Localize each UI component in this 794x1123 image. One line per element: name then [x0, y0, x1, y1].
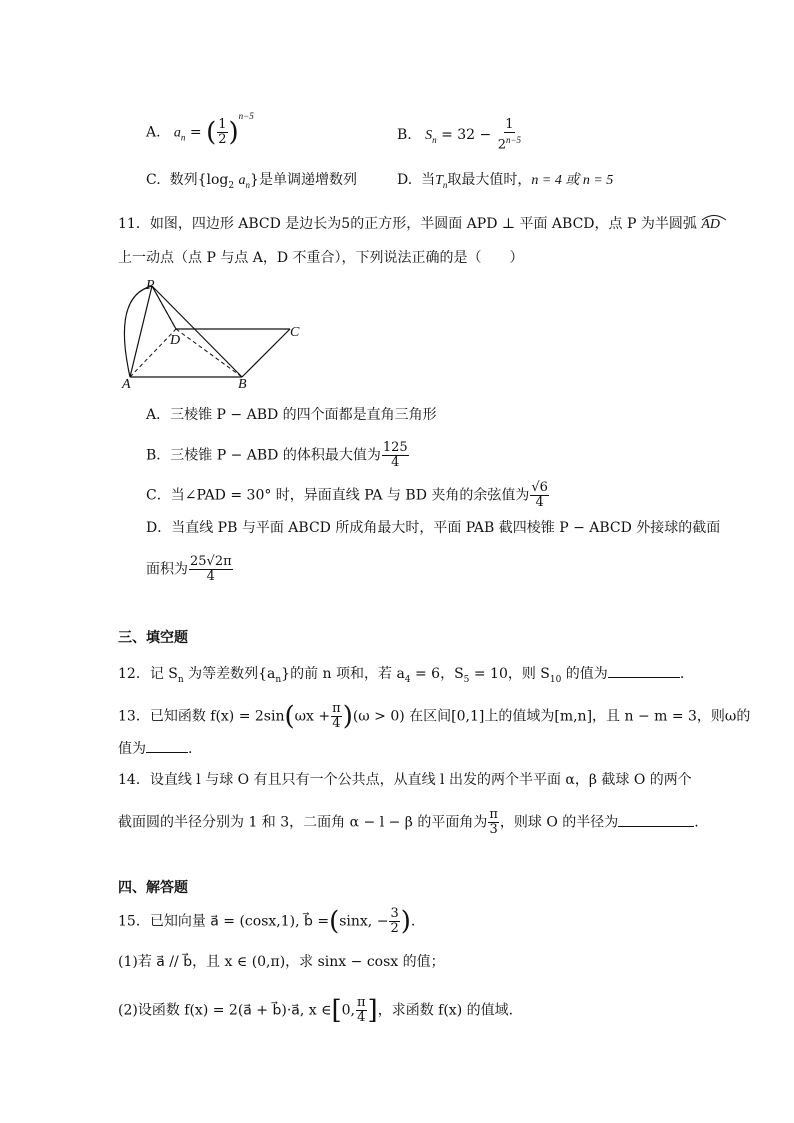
semicircle-arc	[124, 286, 152, 377]
q10-option-c: C. 数列{$\log_2$ $a_n$}是单调递增数列	[146, 172, 357, 191]
q11-option-d-line2: 面积为 $\frac{25√2\pi}{4}$	[146, 554, 232, 584]
q11-option-b: B．三棱锥 P − ABD 的体积最大值为 $\frac{125}{4}$	[146, 440, 408, 470]
arc-symbol	[700, 213, 728, 221]
answer-blank[interactable]	[146, 738, 188, 753]
q11-stem-line2: 上一动点（点 P 与点 A，D 不重合），下列说法正确的是（ ）	[118, 250, 524, 266]
edge-pb	[152, 286, 242, 377]
arc-ad-label: AD	[701, 217, 720, 232]
q11-option-a: A．三棱锥 P − ABD 的四个面都是直角三角形	[146, 407, 437, 423]
q10-option-d: D. 当$T_n$取最大值时，n = 4 或 n = 5	[397, 172, 614, 190]
q10-option-b: B. $S_n = 32$ − $\frac{1}{2^{n-5}}$	[397, 117, 522, 153]
edge-pa	[130, 286, 152, 377]
q10-option-a: A. $a_n$ = ( $\frac{1}{2}$ )$^{n-5}$	[146, 111, 254, 148]
q13-line1: 13．已知函数 f(x) = 2sin(ωx + $\frac{\pi}{4}$ )(ω > 0) 在区间[0,1]上的值域为[m,n]，且 n − m = 3，则ω的	[118, 701, 751, 732]
section-solve-heading: 四、解答题	[118, 880, 188, 896]
answer-blank[interactable]	[608, 663, 680, 678]
q15-stem: 15．已知向量 a⃗ = (cosx,1), b⃗ =(sinx, − $\frac{3}{2}$ ).	[118, 906, 416, 937]
edge-bc	[242, 329, 290, 377]
label-d: D	[170, 333, 181, 348]
q11-option-d-line1: D．当直线 PB 与平面 ABCD 所成角最大时，平面 PAB 截四棱锥 P − ABCD 外接球的截面	[146, 520, 721, 536]
answer-blank[interactable]	[618, 812, 694, 827]
edge-db-hidden	[176, 329, 242, 377]
q11-option-c: C．当∠PAD = 30° 时，异面直线 PA 与 BD 夹角的余弦值为 $\frac{√6}{4}$	[146, 480, 548, 510]
label-p: P	[146, 278, 155, 293]
q11-stem-line1: 11．如图，四边形 ABCD 是边长为5的正方形，半圆面 APD ⊥ 平面 ABCD，点 P 为半圆弧 AD	[118, 214, 720, 235]
label-a: A	[122, 377, 131, 391]
q15-part2: (2)设函数 f(x) = 2(a⃗ + b⃗)·a⃗, x ∈[0, $\frac{\pi}{4}$ ]，求函数 f(x) 的值域.	[118, 995, 514, 1026]
q15-part1: (1)若 a⃗ // b⃗，且 x ∈ (0,π)，求 sinx − cosx 的值；	[118, 954, 445, 970]
label-c: C	[290, 325, 300, 340]
label-b: B	[238, 377, 247, 391]
edge-pd-hidden	[152, 286, 176, 329]
q14-line2: 截面圆的半径分别为 1 和 3，二面角 α − l − β 的平面角为 $\frac{\pi}{3}$ ，则球 O 的半径为 .	[118, 807, 699, 837]
q13-line2: 值为 .	[118, 738, 192, 759]
q14-line1: 14．设直线 l 与球 O 有且只有一个公共点，从直线 l 出发的两个半平面 α，β 截球 O 的两个	[118, 772, 692, 788]
q12: 12．记 $S_n$ 为等差数列$\{a_n\}$的前 n 项和，若 $a_4 = 6$，$S_5 = 10$，则 $S_{10}$ 的值为 .	[118, 663, 684, 690]
section-fill-in-heading: 三、填空题	[118, 630, 188, 646]
q11-figure	[118, 276, 308, 391]
